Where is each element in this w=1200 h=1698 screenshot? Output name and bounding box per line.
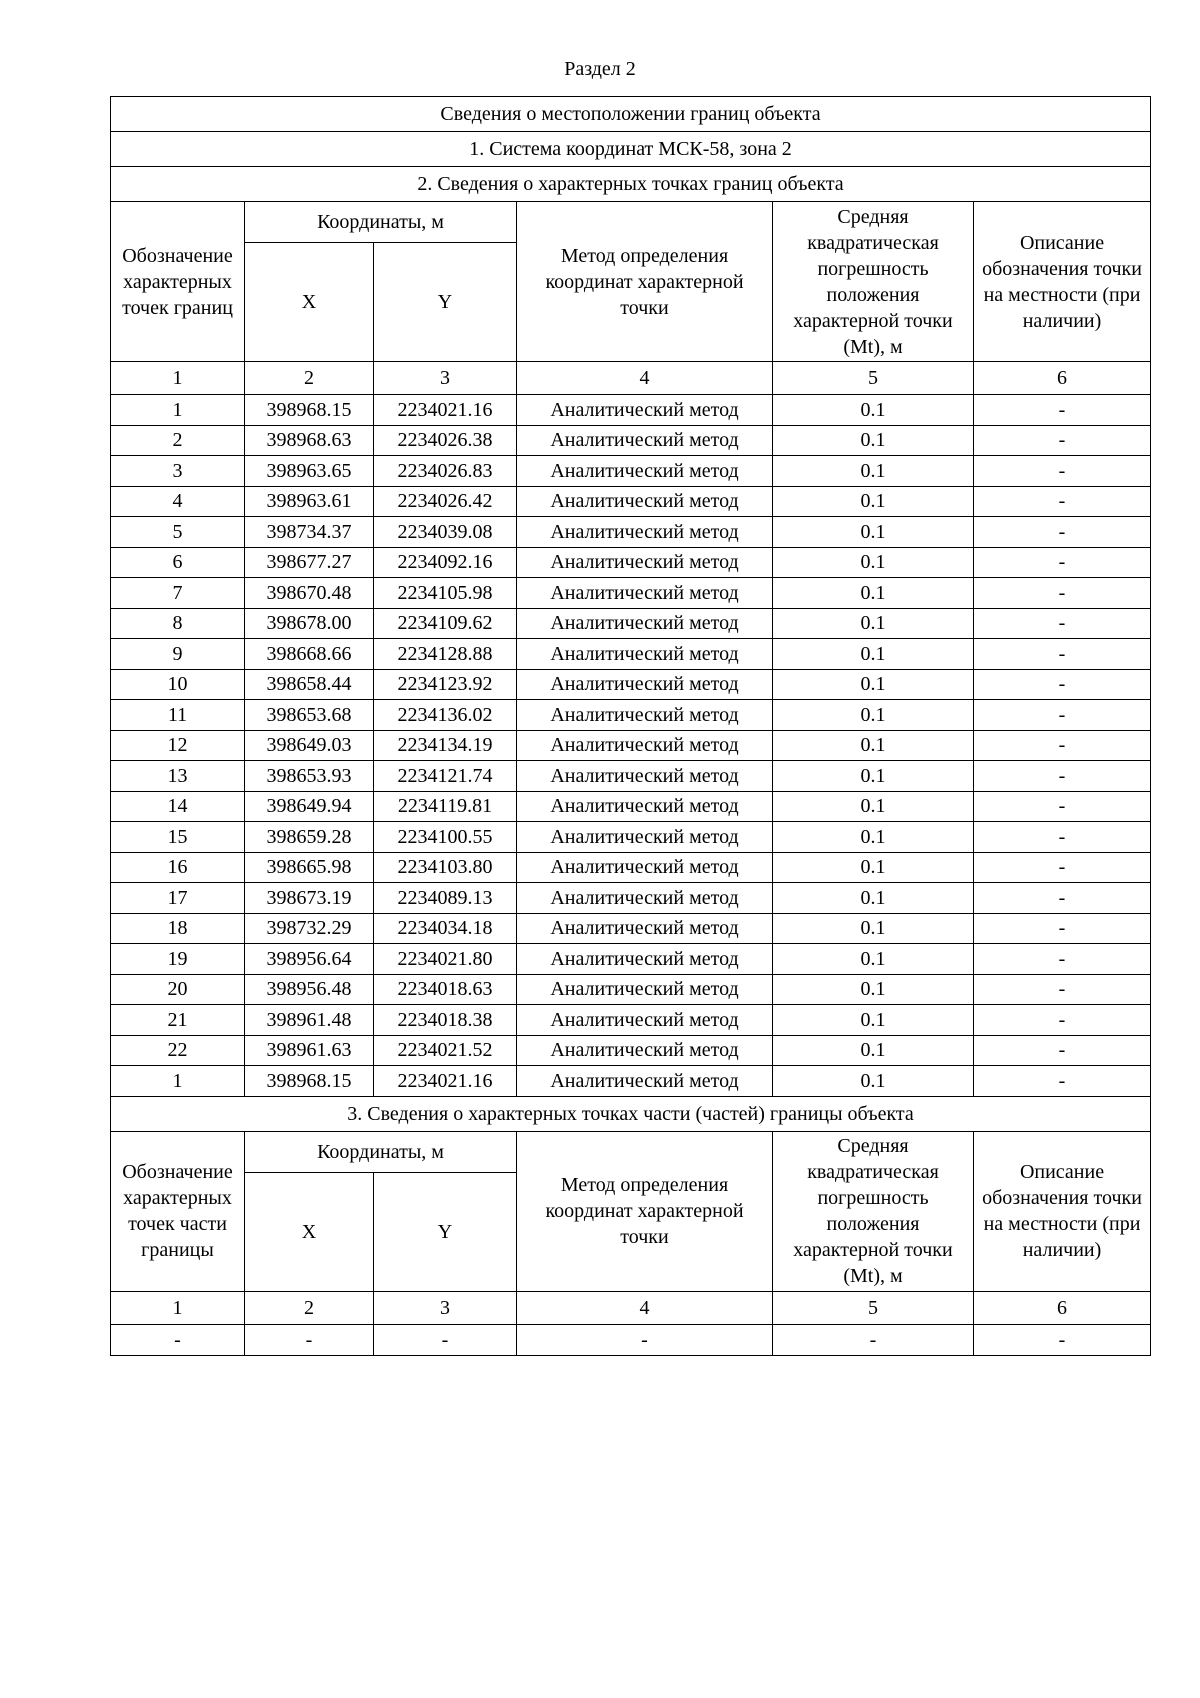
description-cell: - — [974, 578, 1151, 609]
table-row — [111, 883, 1151, 914]
y-cell: 2234136.02 — [374, 700, 517, 731]
method-cell: Аналитический метод — [517, 608, 773, 639]
y-cell: 2234119.81 — [374, 791, 517, 822]
description-cell: - — [974, 944, 1151, 975]
column-number: 6 — [974, 362, 1151, 395]
x-cell: 398968.15 — [245, 1066, 374, 1097]
x-cell: 398677.27 — [245, 547, 374, 578]
error-cell: 0.1 — [773, 913, 974, 944]
error-cell: 0.1 — [773, 395, 974, 426]
table-row — [111, 852, 1151, 883]
error-cell: 0.1 — [773, 669, 974, 700]
y-cell: 2234103.80 — [374, 852, 517, 883]
y-cell: 2234134.19 — [374, 730, 517, 761]
point-number-cell: 1 — [111, 395, 245, 426]
x-cell: 398968.63 — [245, 425, 374, 456]
col-description: Описание обозначения точки на местности (при наличии) — [974, 202, 1151, 362]
table-row — [111, 913, 1151, 944]
table-row — [111, 944, 1151, 975]
x-cell: 398963.65 — [245, 456, 374, 487]
point-number-cell: 10 — [111, 669, 245, 700]
method-cell: - — [517, 1324, 773, 1355]
x-cell: 398653.93 — [245, 761, 374, 792]
method-cell: Аналитический метод — [517, 791, 773, 822]
col-designation-part: Обозначение характерных точек части границы — [111, 1131, 245, 1291]
error-cell: 0.1 — [773, 700, 974, 731]
column-number: 3 — [374, 1291, 517, 1324]
point-number-cell: 5 — [111, 517, 245, 548]
y-cell: 2234026.38 — [374, 425, 517, 456]
col-method: Метод определения координат характерной точки — [517, 202, 773, 362]
table-row — [111, 639, 1151, 670]
point-number-cell: 4 — [111, 486, 245, 517]
method-cell: Аналитический метод — [517, 974, 773, 1005]
table-row — [111, 425, 1151, 456]
point-number-cell: 17 — [111, 883, 245, 914]
table-row — [111, 822, 1151, 853]
table-row — [111, 700, 1151, 731]
column-number: 2 — [245, 362, 374, 395]
description-cell: - — [974, 791, 1151, 822]
table-row — [111, 730, 1151, 761]
description-cell: - — [974, 608, 1151, 639]
table-row — [111, 517, 1151, 548]
x-cell: 398658.44 — [245, 669, 374, 700]
table-row — [111, 1066, 1151, 1097]
description-cell: - — [974, 425, 1151, 456]
error-cell: - — [773, 1324, 974, 1355]
error-cell: 0.1 — [773, 425, 974, 456]
description-cell: - — [974, 547, 1151, 578]
table-row — [111, 1324, 1151, 1355]
table-row — [111, 608, 1151, 639]
error-cell: 0.1 — [773, 791, 974, 822]
x-cell: 398649.94 — [245, 791, 374, 822]
point-number-cell: 14 — [111, 791, 245, 822]
description-cell: - — [974, 730, 1151, 761]
point-number-cell: 3 — [111, 456, 245, 487]
method-cell: Аналитический метод — [517, 1035, 773, 1066]
table-row — [111, 791, 1151, 822]
y-cell: 2234109.62 — [374, 608, 517, 639]
error-cell: 0.1 — [773, 639, 974, 670]
table-row — [111, 578, 1151, 609]
table-row — [111, 669, 1151, 700]
x-cell: 398678.00 — [245, 608, 374, 639]
method-cell: Аналитический метод — [517, 700, 773, 731]
description-cell: - — [974, 761, 1151, 792]
y-cell: 2234128.88 — [374, 639, 517, 670]
error-cell: 0.1 — [773, 547, 974, 578]
y-cell: 2234021.16 — [374, 1066, 517, 1097]
description-cell: - — [974, 1066, 1151, 1097]
column-number: 5 — [773, 1291, 974, 1324]
point-number-cell: 2 — [111, 425, 245, 456]
col-coordinates-part: Координаты, м — [245, 1131, 517, 1172]
column-number: 4 — [517, 1291, 773, 1324]
description-cell: - — [974, 395, 1151, 426]
y-cell: 2234034.18 — [374, 913, 517, 944]
x-cell: 398670.48 — [245, 578, 374, 609]
table-row — [111, 761, 1151, 792]
point-number-cell: 20 — [111, 974, 245, 1005]
description-cell: - — [974, 456, 1151, 487]
description-cell: - — [974, 1005, 1151, 1036]
method-cell: Аналитический метод — [517, 669, 773, 700]
error-cell: 0.1 — [773, 761, 974, 792]
description-cell: - — [974, 517, 1151, 548]
point-number-cell: 7 — [111, 578, 245, 609]
column-number: 4 — [517, 362, 773, 395]
point-number-cell: 11 — [111, 700, 245, 731]
point-number-cell: 8 — [111, 608, 245, 639]
column-number: 1 — [111, 362, 245, 395]
y-cell: 2234021.80 — [374, 944, 517, 975]
table-header: Сведения о местоположении границ объекта — [111, 97, 1151, 132]
table-row — [111, 486, 1151, 517]
method-cell: Аналитический метод — [517, 578, 773, 609]
column-number: 2 — [245, 1291, 374, 1324]
x-cell: 398659.28 — [245, 822, 374, 853]
col-designation: Обозначение характерных точек границ — [111, 202, 245, 362]
x-cell: 398961.48 — [245, 1005, 374, 1036]
table-row — [111, 974, 1151, 1005]
description-cell: - — [974, 1035, 1151, 1066]
method-cell: Аналитический метод — [517, 456, 773, 487]
x-cell: 398734.37 — [245, 517, 374, 548]
description-cell: - — [974, 883, 1151, 914]
section-title: Раздел 2 — [564, 58, 636, 80]
method-cell: Аналитический метод — [517, 1066, 773, 1097]
col-coordinates: Координаты, м — [245, 202, 517, 243]
col-x: X — [245, 243, 374, 362]
error-cell: 0.1 — [773, 517, 974, 548]
table-row — [111, 1005, 1151, 1036]
point-number-cell: 15 — [111, 822, 245, 853]
description-cell: - — [974, 700, 1151, 731]
y-cell: 2234123.92 — [374, 669, 517, 700]
x-cell: 398956.64 — [245, 944, 374, 975]
y-cell: - — [374, 1324, 517, 1355]
y-cell: 2234089.13 — [374, 883, 517, 914]
table-row — [111, 547, 1151, 578]
y-cell: 2234026.83 — [374, 456, 517, 487]
point-number-cell: 12 — [111, 730, 245, 761]
x-cell: 398665.98 — [245, 852, 374, 883]
error-cell: 0.1 — [773, 1066, 974, 1097]
method-cell: Аналитический метод — [517, 944, 773, 975]
y-cell: 2234121.74 — [374, 761, 517, 792]
section3-title: 3. Сведения о характерных точках части (частей) границы объекта — [111, 1096, 1151, 1131]
error-cell: 0.1 — [773, 822, 974, 853]
method-cell: Аналитический метод — [517, 1005, 773, 1036]
method-cell: Аналитический метод — [517, 730, 773, 761]
method-cell: Аналитический метод — [517, 547, 773, 578]
description-cell: - — [974, 669, 1151, 700]
col-description-part: Описание обозначения точки на местности (при наличии) — [974, 1131, 1151, 1291]
error-cell: 0.1 — [773, 883, 974, 914]
point-number-cell: 1 — [111, 1066, 245, 1097]
error-cell: 0.1 — [773, 608, 974, 639]
point-number-cell: 6 — [111, 547, 245, 578]
error-cell: 0.1 — [773, 1005, 974, 1036]
point-number-cell: - — [111, 1324, 245, 1355]
description-cell: - — [974, 486, 1151, 517]
method-cell: Аналитический метод — [517, 486, 773, 517]
method-cell: Аналитический метод — [517, 913, 773, 944]
description-cell: - — [974, 822, 1151, 853]
col-y-part: Y — [374, 1172, 517, 1291]
method-cell: Аналитический метод — [517, 883, 773, 914]
col-x-part: X — [245, 1172, 374, 1291]
column-number: 1 — [111, 1291, 245, 1324]
y-cell: 2234018.63 — [374, 974, 517, 1005]
description-cell: - — [974, 1324, 1151, 1355]
method-cell: Аналитический метод — [517, 425, 773, 456]
y-cell: 2234092.16 — [374, 547, 517, 578]
x-cell: 398668.66 — [245, 639, 374, 670]
point-number-cell: 18 — [111, 913, 245, 944]
col-error-part: Средняя квадратическая погрешность положения характерной точки (Mt), м — [773, 1131, 974, 1291]
col-y: Y — [374, 243, 517, 362]
point-number-cell: 21 — [111, 1005, 245, 1036]
x-cell: 398961.63 — [245, 1035, 374, 1066]
x-cell: 398653.68 — [245, 700, 374, 731]
section2-title: 2. Сведения о характерных точках границ объекта — [111, 167, 1151, 202]
table-row — [111, 456, 1151, 487]
method-cell: Аналитический метод — [517, 852, 773, 883]
method-cell: Аналитический метод — [517, 517, 773, 548]
col-method-part: Метод определения координат характерной точки — [517, 1131, 773, 1291]
method-cell: Аналитический метод — [517, 822, 773, 853]
error-cell: 0.1 — [773, 944, 974, 975]
table-row — [111, 1035, 1151, 1066]
point-number-cell: 9 — [111, 639, 245, 670]
description-cell: - — [974, 639, 1151, 670]
coordinate-system: 1. Система координат МСК-58, зона 2 — [111, 132, 1151, 167]
y-cell: 2234105.98 — [374, 578, 517, 609]
boundary-table — [110, 96, 1151, 1356]
y-cell: 2234100.55 — [374, 822, 517, 853]
y-cell: 2234039.08 — [374, 517, 517, 548]
method-cell: Аналитический метод — [517, 761, 773, 792]
column-numbers-row-part — [111, 1291, 1151, 1324]
error-cell: 0.1 — [773, 1035, 974, 1066]
table-row — [111, 395, 1151, 426]
x-cell: - — [245, 1324, 374, 1355]
x-cell: 398968.15 — [245, 395, 374, 426]
column-number: 6 — [974, 1291, 1151, 1324]
x-cell: 398649.03 — [245, 730, 374, 761]
description-cell: - — [974, 852, 1151, 883]
y-cell: 2234021.16 — [374, 395, 517, 426]
x-cell: 398732.29 — [245, 913, 374, 944]
column-number: 3 — [374, 362, 517, 395]
error-cell: 0.1 — [773, 852, 974, 883]
error-cell: 0.1 — [773, 578, 974, 609]
point-number-cell: 13 — [111, 761, 245, 792]
description-cell: - — [974, 913, 1151, 944]
point-number-cell: 22 — [111, 1035, 245, 1066]
method-cell: Аналитический метод — [517, 639, 773, 670]
y-cell: 2234021.52 — [374, 1035, 517, 1066]
description-cell: - — [974, 974, 1151, 1005]
x-cell: 398963.61 — [245, 486, 374, 517]
column-number: 5 — [773, 362, 974, 395]
column-numbers-row — [111, 362, 1151, 395]
error-cell: 0.1 — [773, 456, 974, 487]
y-cell: 2234018.38 — [374, 1005, 517, 1036]
error-cell: 0.1 — [773, 974, 974, 1005]
point-number-cell: 19 — [111, 944, 245, 975]
error-cell: 0.1 — [773, 486, 974, 517]
x-cell: 398673.19 — [245, 883, 374, 914]
y-cell: 2234026.42 — [374, 486, 517, 517]
error-cell: 0.1 — [773, 730, 974, 761]
x-cell: 398956.48 — [245, 974, 374, 1005]
col-error: Средняя квадратическая погрешность положения характерной точки (Mt), м — [773, 202, 974, 362]
method-cell: Аналитический метод — [517, 395, 773, 426]
point-number-cell: 16 — [111, 852, 245, 883]
